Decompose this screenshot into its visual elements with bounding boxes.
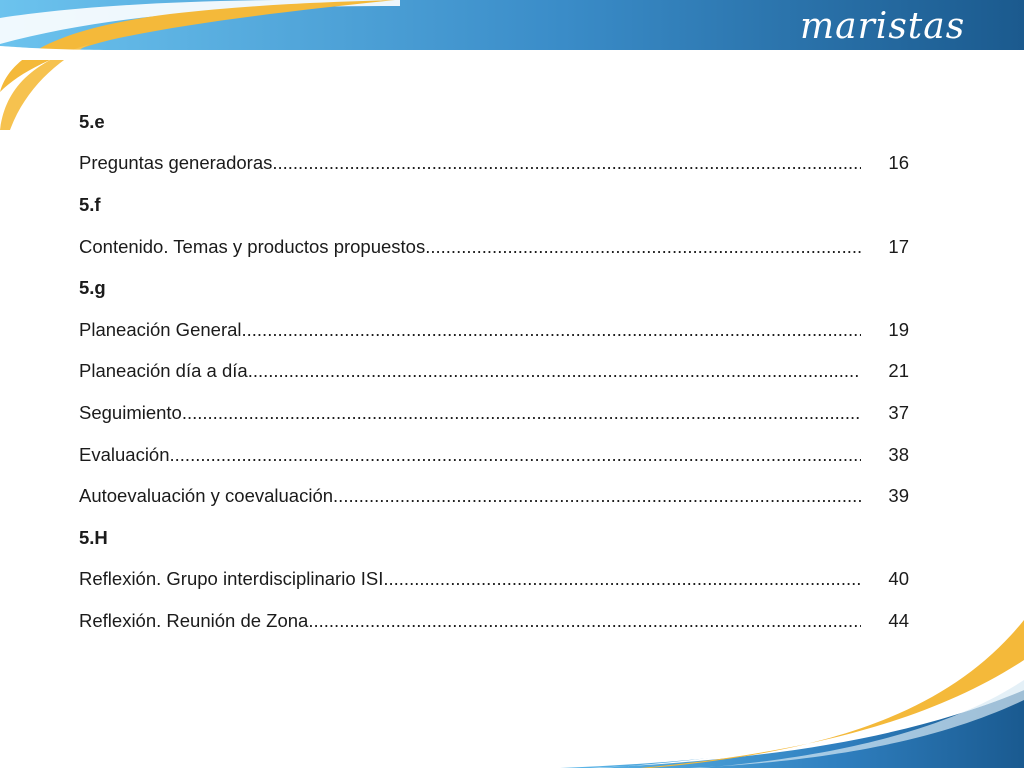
section-label: 5.e — [79, 110, 105, 132]
dot-leader — [308, 609, 861, 633]
entry-label: Reflexión. Grupo interdisciplinario ISI — [79, 568, 384, 590]
dot-leader — [242, 318, 862, 342]
toc-entry — [79, 434, 909, 476]
toc-section-heading — [79, 517, 909, 559]
page-number: 44 — [888, 609, 909, 631]
entry-label: Preguntas generadoras — [79, 152, 273, 174]
page-number: 38 — [888, 443, 909, 465]
dot-leader — [383, 567, 861, 591]
section-label: 5.g — [79, 277, 106, 299]
toc-entry — [79, 475, 909, 517]
svg-text:maristas: maristas — [800, 6, 966, 47]
toc-section-heading — [79, 267, 909, 309]
entry-label: Contenido. Temas y productos propuestos — [79, 235, 426, 257]
entry-label: Planeación día a día — [79, 360, 248, 382]
entry-label: Seguimiento — [79, 401, 182, 423]
section-label: 5.H — [79, 526, 108, 548]
toc-entry — [79, 392, 909, 434]
toc-section-heading — [79, 184, 909, 226]
page-number: 21 — [888, 360, 909, 382]
toc-section-heading — [79, 101, 909, 143]
entry-label: Autoevaluación y coevaluación — [79, 485, 334, 507]
page-number: 16 — [888, 152, 909, 174]
toc-entry — [79, 143, 909, 185]
dot-leader — [170, 443, 861, 467]
page-number: 17 — [888, 235, 909, 257]
dot-leader — [425, 235, 861, 259]
page-number: 37 — [888, 401, 909, 423]
page-number: 40 — [888, 568, 909, 590]
toc-entry — [79, 351, 909, 393]
section-label: 5.f — [79, 193, 101, 215]
entry-label: Evaluación — [79, 443, 170, 465]
page-number: 39 — [888, 485, 909, 507]
toc-entry — [79, 309, 909, 351]
dot-leader — [248, 359, 861, 383]
toc-entry — [79, 226, 909, 268]
page-number: 19 — [888, 318, 909, 340]
toc-entry — [79, 559, 909, 601]
maristas-logo — [796, 4, 1006, 50]
toc-entry — [79, 600, 909, 642]
entry-label: Reflexión. Reunión de Zona — [79, 609, 309, 631]
table-of-contents — [79, 101, 909, 642]
bottom-banner — [560, 620, 1024, 768]
dot-leader — [333, 484, 861, 508]
dot-leader — [272, 151, 861, 175]
entry-label: Planeación General — [79, 318, 242, 340]
dot-leader — [182, 401, 861, 425]
